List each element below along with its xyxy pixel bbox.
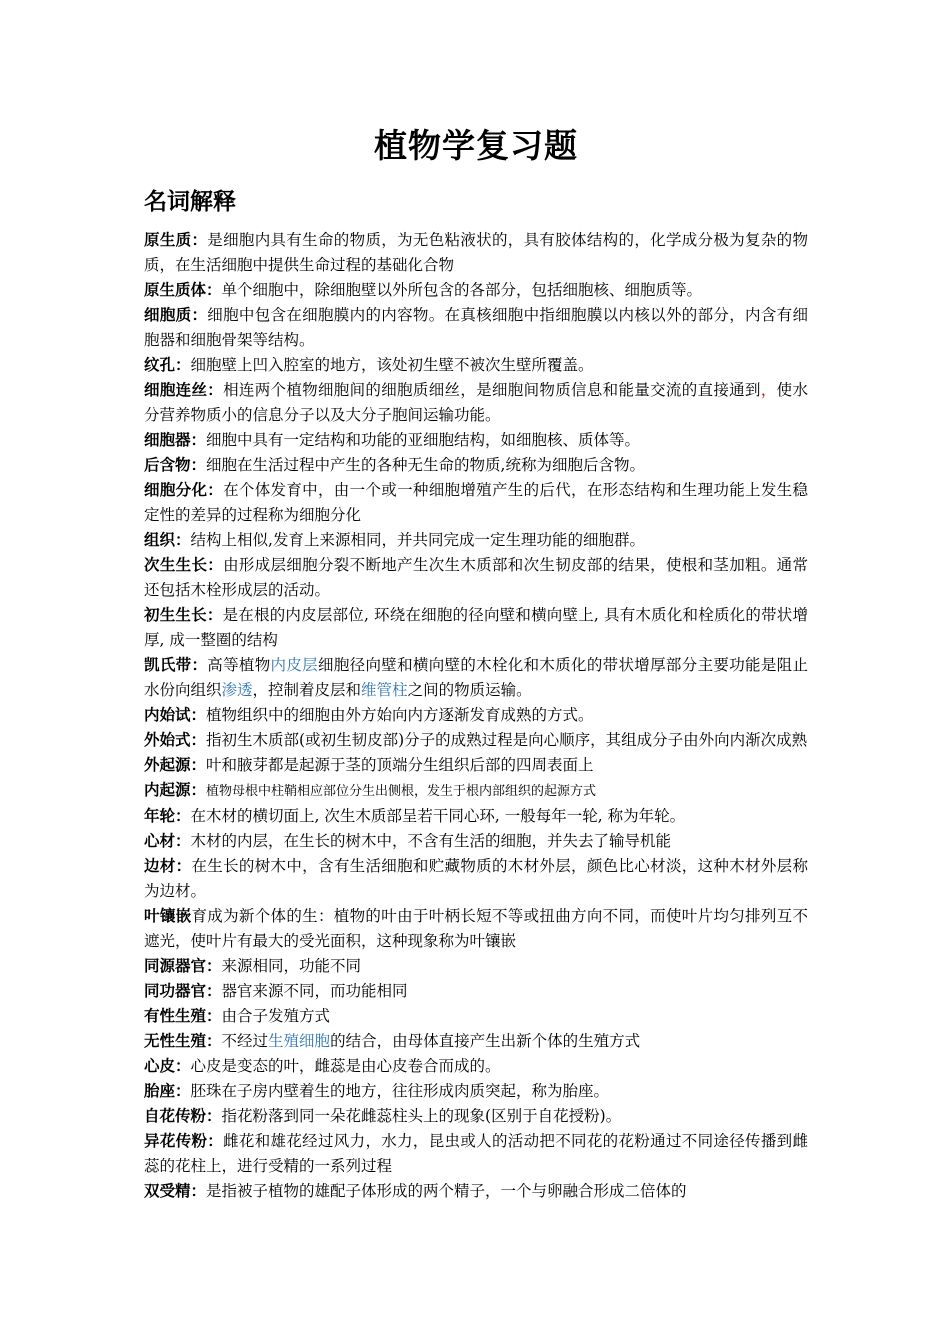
definition-text [144, 231, 808, 274]
text-run: 之间的物质运输。 [407, 681, 532, 699]
definition-text [191, 832, 672, 850]
definition-entry [144, 453, 808, 478]
definition-text [206, 731, 807, 749]
definition-text [222, 957, 362, 975]
text-run: 由形成层细胞分裂不断地产生次生木质部和次生韧皮部的结果，使根和茎加粗。通常还包括木栓形成层的活动。 [144, 556, 808, 599]
definition-term: 心材 [144, 832, 176, 850]
definition-entry [144, 804, 808, 829]
term-separator: ： [190, 456, 207, 474]
definition-term: 同源器官 [144, 957, 207, 975]
definition-term: 细胞质 [144, 306, 192, 324]
text-run: 细胞径向壁和横向壁的木栓化和木质化的带状增厚部分主要功能是阻止水份向组织 [144, 656, 808, 699]
definition-text [206, 756, 594, 774]
term-separator: ： [206, 606, 223, 624]
definition-text [144, 306, 808, 349]
text-run: 来源相同，功能不同 [221, 957, 362, 975]
term-separator: ： [206, 982, 222, 1000]
term-separator: ： [207, 1132, 224, 1150]
definition-entry [144, 1179, 808, 1204]
definition-text [144, 556, 808, 599]
definition-text [222, 1007, 331, 1025]
text-run: 使水分营养物质小的信息分子以及大分子胞间运输功能。 [144, 381, 808, 424]
definition-text [191, 807, 686, 825]
definition-term: 心皮 [144, 1057, 176, 1075]
term-separator: ： [190, 731, 207, 749]
definition-text [144, 481, 808, 524]
definition-entry [144, 1079, 808, 1104]
hyperlink-text[interactable]: 渗透 [221, 681, 253, 699]
definition-entry [144, 979, 808, 1004]
definition-text [206, 1182, 687, 1200]
text-run: 相连两个植物细胞间的细胞质细丝，是细胞间物质信息和能量交流的直接通到 [223, 381, 761, 399]
definition-entry [144, 603, 808, 653]
text-run: 细胞中具有一定结构和功能的亚细胞结构，如细胞核、质体等。 [206, 431, 641, 449]
definition-term: 边材 [144, 857, 176, 875]
term-separator: ： [190, 781, 207, 799]
definition-term: 后含物 [144, 456, 191, 474]
definition-text [191, 531, 645, 549]
term-separator: ： [191, 306, 208, 324]
text-run: 指初生木质部(或初生韧皮部)分子的成熟过程是向心顺序，其组成分子由外向内渐次成熟 [206, 731, 808, 749]
definition-entry [144, 854, 808, 904]
text-run: 器官来源不同，而功能相同 [221, 982, 408, 1000]
definition-term: 细胞连丝 [144, 381, 208, 399]
document-page [144, 118, 808, 1204]
definition-term: 无性生殖 [144, 1032, 207, 1050]
definition-text [206, 784, 596, 799]
term-separator: ： [207, 381, 224, 399]
text-run: 雌花和雄花经过风力，水力，昆虫或人的活动把不同花的花粉通过不同途径传播到雌蕊的花柱上，进行受精的一系列过程 [144, 1132, 808, 1175]
definition-text [222, 281, 703, 299]
term-separator: ： [206, 957, 222, 975]
definition-term: 外始式 [144, 731, 191, 749]
definition-entry [144, 353, 808, 378]
text-run: 在木材的横切面上, 次生木质部呈若干同心环, 一般每年一轮, 称为年轮。 [190, 807, 686, 825]
definition-entry [144, 653, 808, 703]
definition-term: 凯氏带 [144, 656, 192, 674]
definition-entry [144, 228, 808, 278]
text-run: 高等植物 [207, 656, 271, 674]
definition-term: 内始试 [144, 706, 191, 724]
definition-entry [144, 829, 808, 854]
text-run: 植物组织中的细胞由外方始向内方逐渐发育成熟的方式。 [206, 706, 594, 724]
definition-entry [144, 478, 808, 528]
term-separator: ： [190, 756, 207, 774]
term-separator: ： [175, 356, 191, 374]
section-heading: 名词解释 [144, 189, 236, 215]
text-run: 细胞壁上凹入腔室的地方，该处初生壁不被次生壁所覆盖。 [190, 356, 594, 374]
term-separator: ： [175, 807, 191, 825]
definition-entry [144, 1029, 808, 1054]
definition-entry [144, 278, 808, 303]
definition-text [206, 431, 640, 449]
text-run: 单个细胞中，除细胞壁以外所包含的各部分，包括细胞核、细胞质等。 [221, 281, 703, 299]
definition-text [222, 1107, 622, 1125]
text-run: 植物母根中柱鞘相应部位分生出侧根，发生于根内部组织的起源方式 [206, 784, 597, 799]
definition-text [191, 1057, 501, 1075]
page-title: 植物学复习题 [374, 126, 578, 165]
definition-text [144, 907, 808, 950]
text-run: 的结合，由母体直接产生出新个体的生殖方式 [330, 1032, 641, 1050]
text-run: 在个体发育中，由一个或一种细胞增殖产生的后代，在形态结构和生理功能上发生稳定性的差异的过程称为细胞分化 [144, 481, 808, 524]
term-separator: ： [206, 1107, 222, 1125]
definition-term: 内起源 [144, 781, 191, 799]
definition-term: 同功器官 [144, 982, 207, 1000]
definition-text [144, 1132, 808, 1175]
definition-term: 次生生长 [144, 556, 208, 574]
term-separator: ： [175, 1057, 191, 1075]
text-run: 木材的内层，在生长的树木中，不含有生活的细胞，并失去了输导机能 [190, 832, 672, 850]
definition-entry [144, 378, 808, 428]
hyperlink-text[interactable]: 维管柱 [361, 681, 408, 699]
definition-entry [144, 553, 808, 603]
definition-term: 原生质体 [144, 281, 207, 299]
definition-term: 叶镶嵌 [144, 907, 192, 925]
definition-text [144, 606, 808, 649]
term-separator: ： [175, 832, 191, 850]
definition-term: 细胞分化 [144, 481, 208, 499]
definition-list [144, 228, 808, 1204]
text-run: 是指被子植物的雄配子体形成的两个精子，一个与卵融合形成二倍体的 [206, 1182, 687, 1200]
text-run: 由合子发殖方式 [221, 1007, 331, 1025]
definition-term: 细胞器 [144, 431, 191, 449]
definition-entry [144, 954, 808, 979]
definition-entry [144, 728, 808, 753]
text-run: 是细胞内具有生命的物质，为无色粘液状的，具有胶体结构的，化学成分极为复杂的物质，在生活细胞中提供生命过程的基础化合物 [144, 231, 808, 274]
text-run: ，控制着皮层和 [252, 681, 362, 699]
term-separator: ： [175, 531, 191, 549]
term-separator: ： [206, 1007, 222, 1025]
term-separator: ： [190, 706, 207, 724]
definition-entry [144, 753, 808, 778]
definition-term: 双受精 [144, 1182, 191, 1200]
term-separator: ： [207, 556, 224, 574]
text-run: 叶和腋芽都是起源于茎的顶端分生组织后部的四周表面上 [206, 756, 594, 774]
term-separator: ： [206, 1032, 222, 1050]
definition-text [222, 1032, 641, 1050]
term-separator: ： [206, 281, 222, 299]
definition-entry [144, 303, 808, 353]
term-separator: ： [207, 481, 224, 499]
highlighted-text: ， [760, 381, 777, 399]
term-separator: ： [175, 1082, 191, 1100]
definition-entry [144, 778, 808, 804]
definition-term: 纹孔 [144, 356, 176, 374]
definition-text [191, 1082, 610, 1100]
text-run: 胚珠在子房内壁着生的地方，往往形成肉质突起，称为胎座。 [190, 1082, 610, 1100]
definition-text [191, 356, 594, 374]
text-run: 在生长的树木中，含有生活细胞和贮藏物质的木材外层，颜色比心材淡，这种木材外层称为边材。 [144, 857, 808, 900]
term-separator: ： [175, 857, 192, 875]
term-separator: ： [190, 1182, 207, 1200]
definition-entry [144, 428, 808, 453]
text-run: 指花粉落到同一朵花雌蕊柱头上的现象(区别于自花授粉)。 [221, 1107, 622, 1125]
definition-text [206, 456, 645, 474]
definition-entry [144, 904, 808, 954]
definition-term: 胎座 [144, 1082, 176, 1100]
text-run: 细胞中包含在细胞膜内的内容物。在真核细胞中指细胞膜以内核以外的部分，内含有细胞器和细胞骨架等结构。 [144, 306, 808, 349]
definition-term: 自花传粉 [144, 1107, 207, 1125]
definition-entry [144, 1054, 808, 1079]
definition-text [206, 706, 594, 724]
hyperlink-text[interactable]: 内皮层 [270, 656, 318, 674]
definition-text [222, 982, 408, 1000]
definition-text [144, 381, 808, 424]
definition-entry [144, 1004, 808, 1029]
text-run: 育成为新个体的生：植物的叶由于叶柄长短不等或扭曲方向不同，而使叶片均匀排列互不遮光，使叶片有最大的受光面积，这种现象称为叶镶嵌 [144, 907, 808, 950]
term-separator: ： [190, 431, 207, 449]
text-run: 细胞在生活过程中产生的各种无生命的物质,统称为细胞后含物。 [206, 456, 645, 474]
definition-text [144, 857, 808, 900]
text-run: 不经过 [221, 1032, 269, 1050]
definition-term: 原生质 [144, 231, 192, 249]
definition-term: 异花传粉 [144, 1132, 208, 1150]
text-run: 是在根的内皮层部位, 环绕在细胞的径向壁和横向壁上, 具有木质化和栓质化的带状增厚, 成一整圈的结构 [144, 606, 808, 649]
definition-term: 初生生长 [144, 606, 207, 624]
term-separator: ： [191, 656, 208, 674]
definition-entry [144, 703, 808, 728]
definition-entry [144, 1104, 808, 1129]
text-run: 结构上相似,发育上来源相同，并共同完成一定生理功能的细胞群。 [190, 531, 645, 549]
definition-entry [144, 528, 808, 553]
definition-term: 组织 [144, 531, 176, 549]
hyperlink-text[interactable]: 生殖细胞 [268, 1032, 331, 1050]
definition-text [144, 656, 808, 699]
definition-entry [144, 1129, 808, 1179]
definition-term: 有性生殖 [144, 1007, 207, 1025]
text-run: 心皮是变态的叶，雌蕊是由心皮卷合而成的。 [190, 1057, 501, 1075]
definition-term: 年轮 [144, 807, 176, 825]
term-separator: ： [191, 231, 208, 249]
definition-term: 外起源 [144, 756, 191, 774]
